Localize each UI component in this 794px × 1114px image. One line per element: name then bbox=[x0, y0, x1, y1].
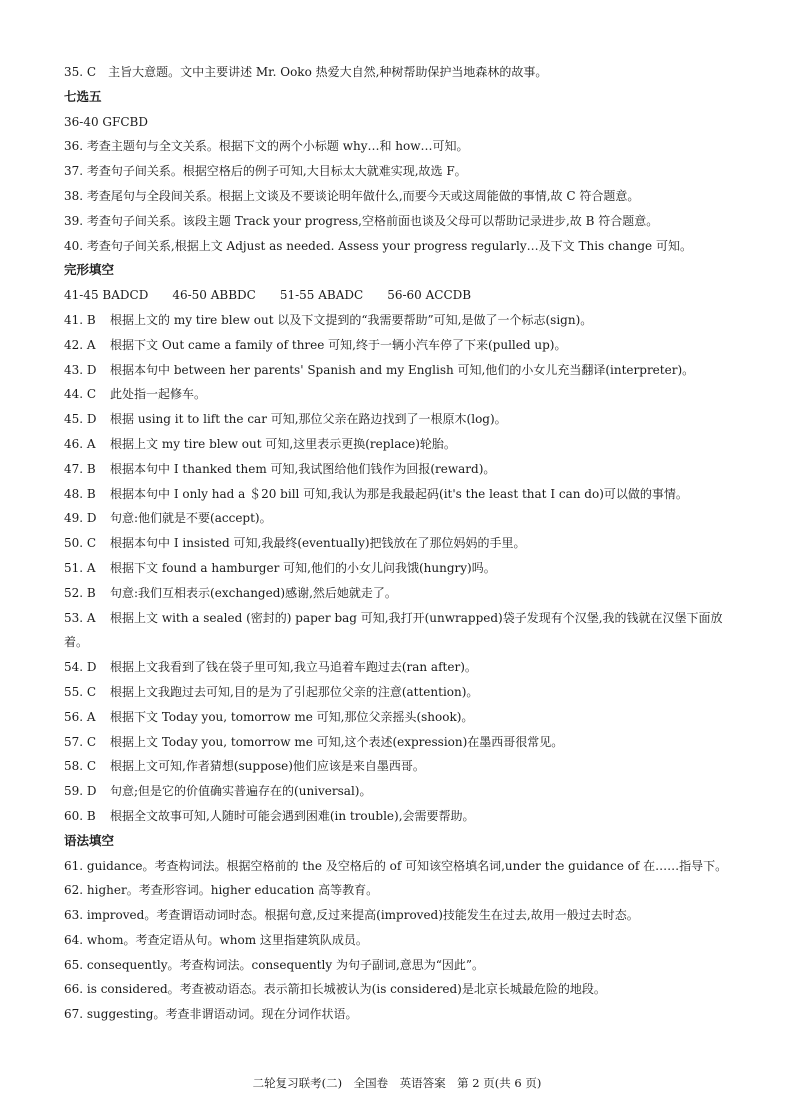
cloze-item-45 bbox=[64, 407, 740, 432]
cloze-number: 49. D bbox=[64, 511, 97, 526]
cloze-number: 45. D bbox=[64, 412, 97, 427]
cloze-item-49 bbox=[64, 506, 740, 531]
grammar-item-66: 66. is considered。考查被动语态。表示箭扣长城被认为(is considered)是北京长城最危险的地段。 bbox=[64, 982, 606, 997]
cloze-item-59 bbox=[64, 779, 740, 804]
section-heading-grammar: 语法填空 bbox=[64, 832, 115, 848]
cloze-item-46 bbox=[64, 432, 740, 457]
cloze-number: 52. B bbox=[64, 585, 96, 600]
cloze-explanation: 根据本句中 between her parents' Spanish and my English 可知,他们的小女儿充当翻译(interpreter)。 bbox=[110, 362, 695, 377]
page-footer: 二轮复习联考(二) 全国卷 英语答案 第 2 页(共 6 页) bbox=[252, 1076, 542, 1090]
cloze-explanation: 根据上文的 my tire blew out 以及下文提到的“我需要帮助”可知,是做了一个标志(sign)。 bbox=[110, 312, 593, 327]
cloze-explanation: 根据本句中 I thanked them 可知,我试图给他们钱作为回报(reward)。 bbox=[110, 461, 496, 476]
answer-40: 40. 考查句子间关系,根据上文 Adjust as needed. Assess your progress regularly…及下文 This change 可知。 bbox=[64, 238, 692, 253]
cloze-item-51 bbox=[64, 556, 740, 581]
cloze-number: 50. C bbox=[64, 536, 97, 551]
cloze-item-42 bbox=[64, 333, 740, 358]
cloze-explanation: 句意;但是它的价值确实普遍存在的(universal)。 bbox=[110, 784, 372, 799]
answer-38: 38. 考查尾句与全段间关系。根据上文谈及不要谈论明年做什么,而要今天或这周能做的事情,故 C 符合题意。 bbox=[64, 188, 640, 203]
cloze-number: 46. A bbox=[64, 436, 96, 451]
cloze-explanation: 根据上文可知,作者猜想(suppose)他们应该是来自墨西哥。 bbox=[110, 759, 425, 774]
answer-37: 37. 考查句子间关系。根据空格后的例子可知,大目标太大就难实现,故选 F。 bbox=[64, 164, 467, 179]
cloze-item-44 bbox=[64, 382, 740, 407]
answer-35: 35. C 主旨大意题。文中主要讲述 Mr. Ooko 热爱大自然,种树帮助保护当地森林的故事。 bbox=[64, 65, 548, 79]
grammar-item-61: 61. guidance。考查构词法。根据空格前的 the 及空格后的 of 可知该空格填名词,under the guidance of 在……指导下。 bbox=[64, 858, 728, 873]
cloze-item-60 bbox=[64, 804, 740, 829]
cloze-number: 43. D bbox=[64, 362, 97, 377]
cloze-explanation: 句意:他们就是不要(accept)。 bbox=[110, 511, 272, 526]
cloze-item-47 bbox=[64, 457, 740, 482]
cloze-item-43 bbox=[64, 358, 740, 383]
cloze-explanation: 此处指一起修车。 bbox=[110, 387, 207, 402]
cloze-number: 59. D bbox=[64, 784, 97, 799]
cloze-item-41 bbox=[64, 308, 740, 333]
cloze-explanation: 根据上文我看到了钱在袋子里可知,我立马追着车跑过去(ran after)。 bbox=[110, 660, 477, 675]
grammar-item-67: 67. suggesting。考查非谓语动词。现在分词作状语。 bbox=[64, 1007, 358, 1022]
cloze-number: 60. B bbox=[64, 808, 96, 823]
cloze-item-57 bbox=[64, 730, 740, 755]
answer-key-36-40: 36-40 GFCBD bbox=[64, 114, 148, 129]
cloze-number: 42. A bbox=[64, 337, 96, 352]
grammar-item-65: 65. consequently。考查构词法。consequently 为句子副词,意思为“因此”。 bbox=[64, 957, 485, 972]
grammar-item-63: 63. improved。考查谓语动词时态。根据句意,反过来提高(improved)技能发生在过去,故用一般过去时态。 bbox=[64, 908, 639, 923]
cloze-number: 57. C bbox=[64, 734, 97, 749]
cloze-explanation: 根据上文 Today you, tomorrow me 可知,这个表述(expression)在墨西哥很常见。 bbox=[110, 734, 564, 749]
cloze-item-52 bbox=[64, 581, 740, 606]
cloze-explanation: 根据上文 my tire blew out 可知,这里表示更换(replace)轮胎。 bbox=[110, 436, 456, 451]
cloze-explanation: 根据下文 Out came a family of three 可知,终于一辆小汽车停了下来(pulled up)。 bbox=[110, 337, 567, 352]
cloze-explanation: 根据全文故事可知,人随时可能会遇到困难(in trouble),会需要帮助。 bbox=[110, 808, 475, 823]
grammar-list bbox=[64, 854, 740, 1028]
answer-page bbox=[64, 60, 740, 1027]
cloze-item-54 bbox=[64, 655, 740, 680]
cloze-item-55 bbox=[64, 680, 740, 705]
answer-36: 36. 考查主题句与全文关系。根据下文的两个小标题 why…和 how…可知。 bbox=[64, 139, 469, 154]
grammar-item-64: 64. whom。考查定语从句。whom 这里指建筑队成员。 bbox=[64, 932, 368, 947]
cloze-number: 58. C bbox=[64, 759, 97, 774]
answer-key-41-60: 41-45 BADCD 46-50 ABBDC 51-55 ABADC 56-60 ACCDB bbox=[64, 288, 472, 303]
cloze-item-58 bbox=[64, 754, 740, 779]
cloze-number: 41. B bbox=[64, 312, 96, 327]
cloze-number: 56. A bbox=[64, 709, 96, 724]
cloze-number: 55. C bbox=[64, 684, 97, 699]
cloze-explanation: 根据本句中 I insisted 可知,我最终(eventually)把钱放在了那位妈妈的手里。 bbox=[110, 536, 526, 551]
cloze-list bbox=[64, 308, 740, 829]
section-heading-seven-choose-five: 七选五 bbox=[64, 88, 102, 104]
answer-39: 39. 考查句子间关系。该段主题 Track your progress,空格前面也谈及父母可以帮助记录进步,故 B 符合题意。 bbox=[64, 213, 659, 228]
cloze-explanation: 根据 using it to lift the car 可知,那位父亲在路边找到了一根原木(log)。 bbox=[110, 412, 507, 427]
cloze-explanation: 根据上文 with a sealed (密封的) paper bag 可知,我打开(unwrapped)袋子发现有个汉堡,我的钱就在汉堡下面放着。 bbox=[64, 610, 723, 650]
cloze-item-48 bbox=[64, 482, 740, 507]
cloze-explanation: 根据本句中 I only had a ＄20 bill 可知,我认为那是我最起码(it's the least that I can do)可以做的事情。 bbox=[110, 486, 688, 501]
cloze-number: 53. A bbox=[64, 610, 96, 625]
cloze-explanation: 根据下文 Today you, tomorrow me 可知,那位父亲摇头(shook)。 bbox=[110, 709, 474, 724]
cloze-number: 48. B bbox=[64, 486, 96, 501]
grammar-item-62: 62. higher。考查形容词。higher education 高等教育。 bbox=[64, 883, 379, 898]
cloze-number: 54. D bbox=[64, 660, 97, 675]
cloze-number: 51. A bbox=[64, 560, 96, 575]
section-heading-cloze: 完形填空 bbox=[64, 262, 115, 278]
cloze-explanation: 句意:我们互相表示(exchanged)感谢,然后她就走了。 bbox=[110, 585, 397, 600]
cloze-explanation: 根据上文我跑过去可知,目的是为了引起那位父亲的注意(attention)。 bbox=[110, 684, 479, 699]
cloze-number: 44. C bbox=[64, 387, 97, 402]
cloze-item-56 bbox=[64, 705, 740, 730]
cloze-number: 47. B bbox=[64, 461, 96, 476]
cloze-item-50 bbox=[64, 531, 740, 556]
cloze-item-53 bbox=[64, 606, 740, 656]
cloze-explanation: 根据下文 found a hamburger 可知,他们的小女儿问我饿(hungry)吗。 bbox=[110, 560, 496, 575]
